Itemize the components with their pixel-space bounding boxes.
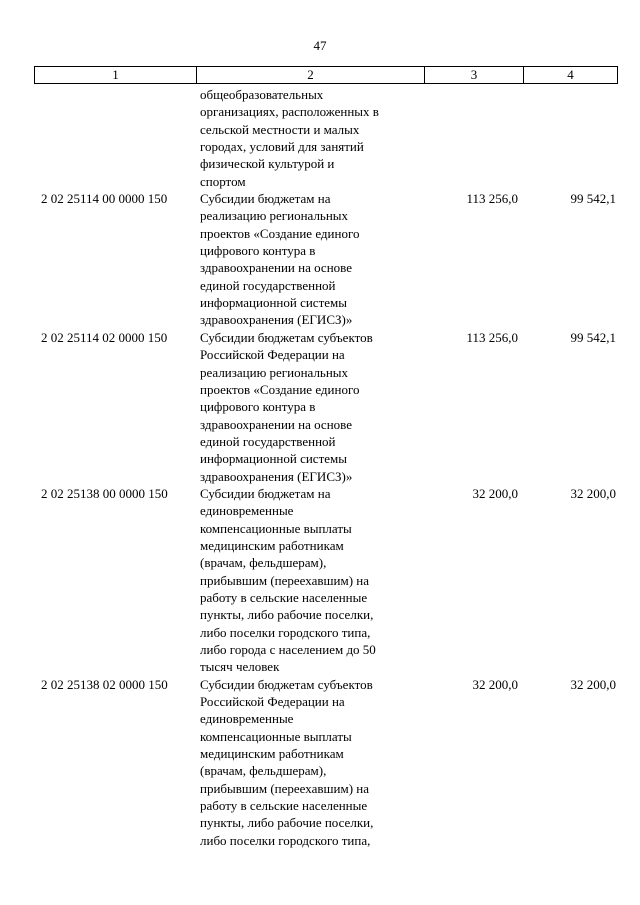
table-row xyxy=(0,329,640,485)
row-name: общеобразовательных организациях, расположенных в сельской местности и малых городах, условий для занятий физической культурой и спортом xyxy=(200,87,379,189)
row-value-3: 32 200,0 xyxy=(472,676,518,692)
table-row xyxy=(0,485,640,676)
row-code: 2 02 25138 00 0000 150 xyxy=(41,485,168,501)
table-row xyxy=(0,190,640,329)
column-header-2: 2 xyxy=(196,67,424,83)
row-value-3: 113 256,0 xyxy=(466,329,518,345)
column-header-1: 1 xyxy=(112,67,119,82)
row-value-4: 32 200,0 xyxy=(570,485,616,501)
column-header-3: 3 xyxy=(424,67,523,83)
row-code: 2 02 25114 00 0000 150 xyxy=(41,191,168,207)
table-row xyxy=(0,676,640,849)
row-value-3: 32 200,0 xyxy=(472,485,518,501)
row-value-4: 99 542,1 xyxy=(570,329,616,345)
row-code: 2 02 25138 02 0000 150 xyxy=(41,676,168,692)
table-body xyxy=(0,86,640,849)
row-name: Субсидии бюджетам на единовременные компенсационные выплаты медицинским работникам (врачам, фельдшерам), прибывшим (переехавшим) на работу в сельские населенные пункты, либо рабочие поселки, либо поселки городского типа, либо города с населением до 50 тысяч человек xyxy=(200,485,376,675)
table-header xyxy=(34,66,618,84)
table-row xyxy=(0,86,640,190)
row-value-3: 113 256,0 xyxy=(466,191,518,207)
row-name: Субсидии бюджетам на реализацию региональных проектов «Создание единого цифрового контура в здравоохранении на основе единой государственной информационной системы здравоохранения (ЕГИСЗ)» xyxy=(200,191,360,328)
row-name: Субсидии бюджетам субъектов Российской Федерации на единовременные компенсационные выплаты медицинским работникам (врачам, фельдшерам), прибывшим (переехавшим) на работу в сельские населенные пункты, либо рабочие поселки, либо поселки городского типа, xyxy=(200,676,374,848)
row-value-4: 32 200,0 xyxy=(570,676,616,692)
row-value-4: 99 542,1 xyxy=(570,191,616,207)
row-name: Субсидии бюджетам субъектов Российской Федерации на реализацию региональных проектов «Создание единого цифрового контура в здравоохранении на основе единой государственной информационной системы здравоохранения (ЕГИСЗ)» xyxy=(200,329,373,484)
page-number: 47 xyxy=(313,38,327,53)
row-code: 2 02 25114 02 0000 150 xyxy=(41,329,168,345)
column-header-4: 4 xyxy=(523,67,617,83)
